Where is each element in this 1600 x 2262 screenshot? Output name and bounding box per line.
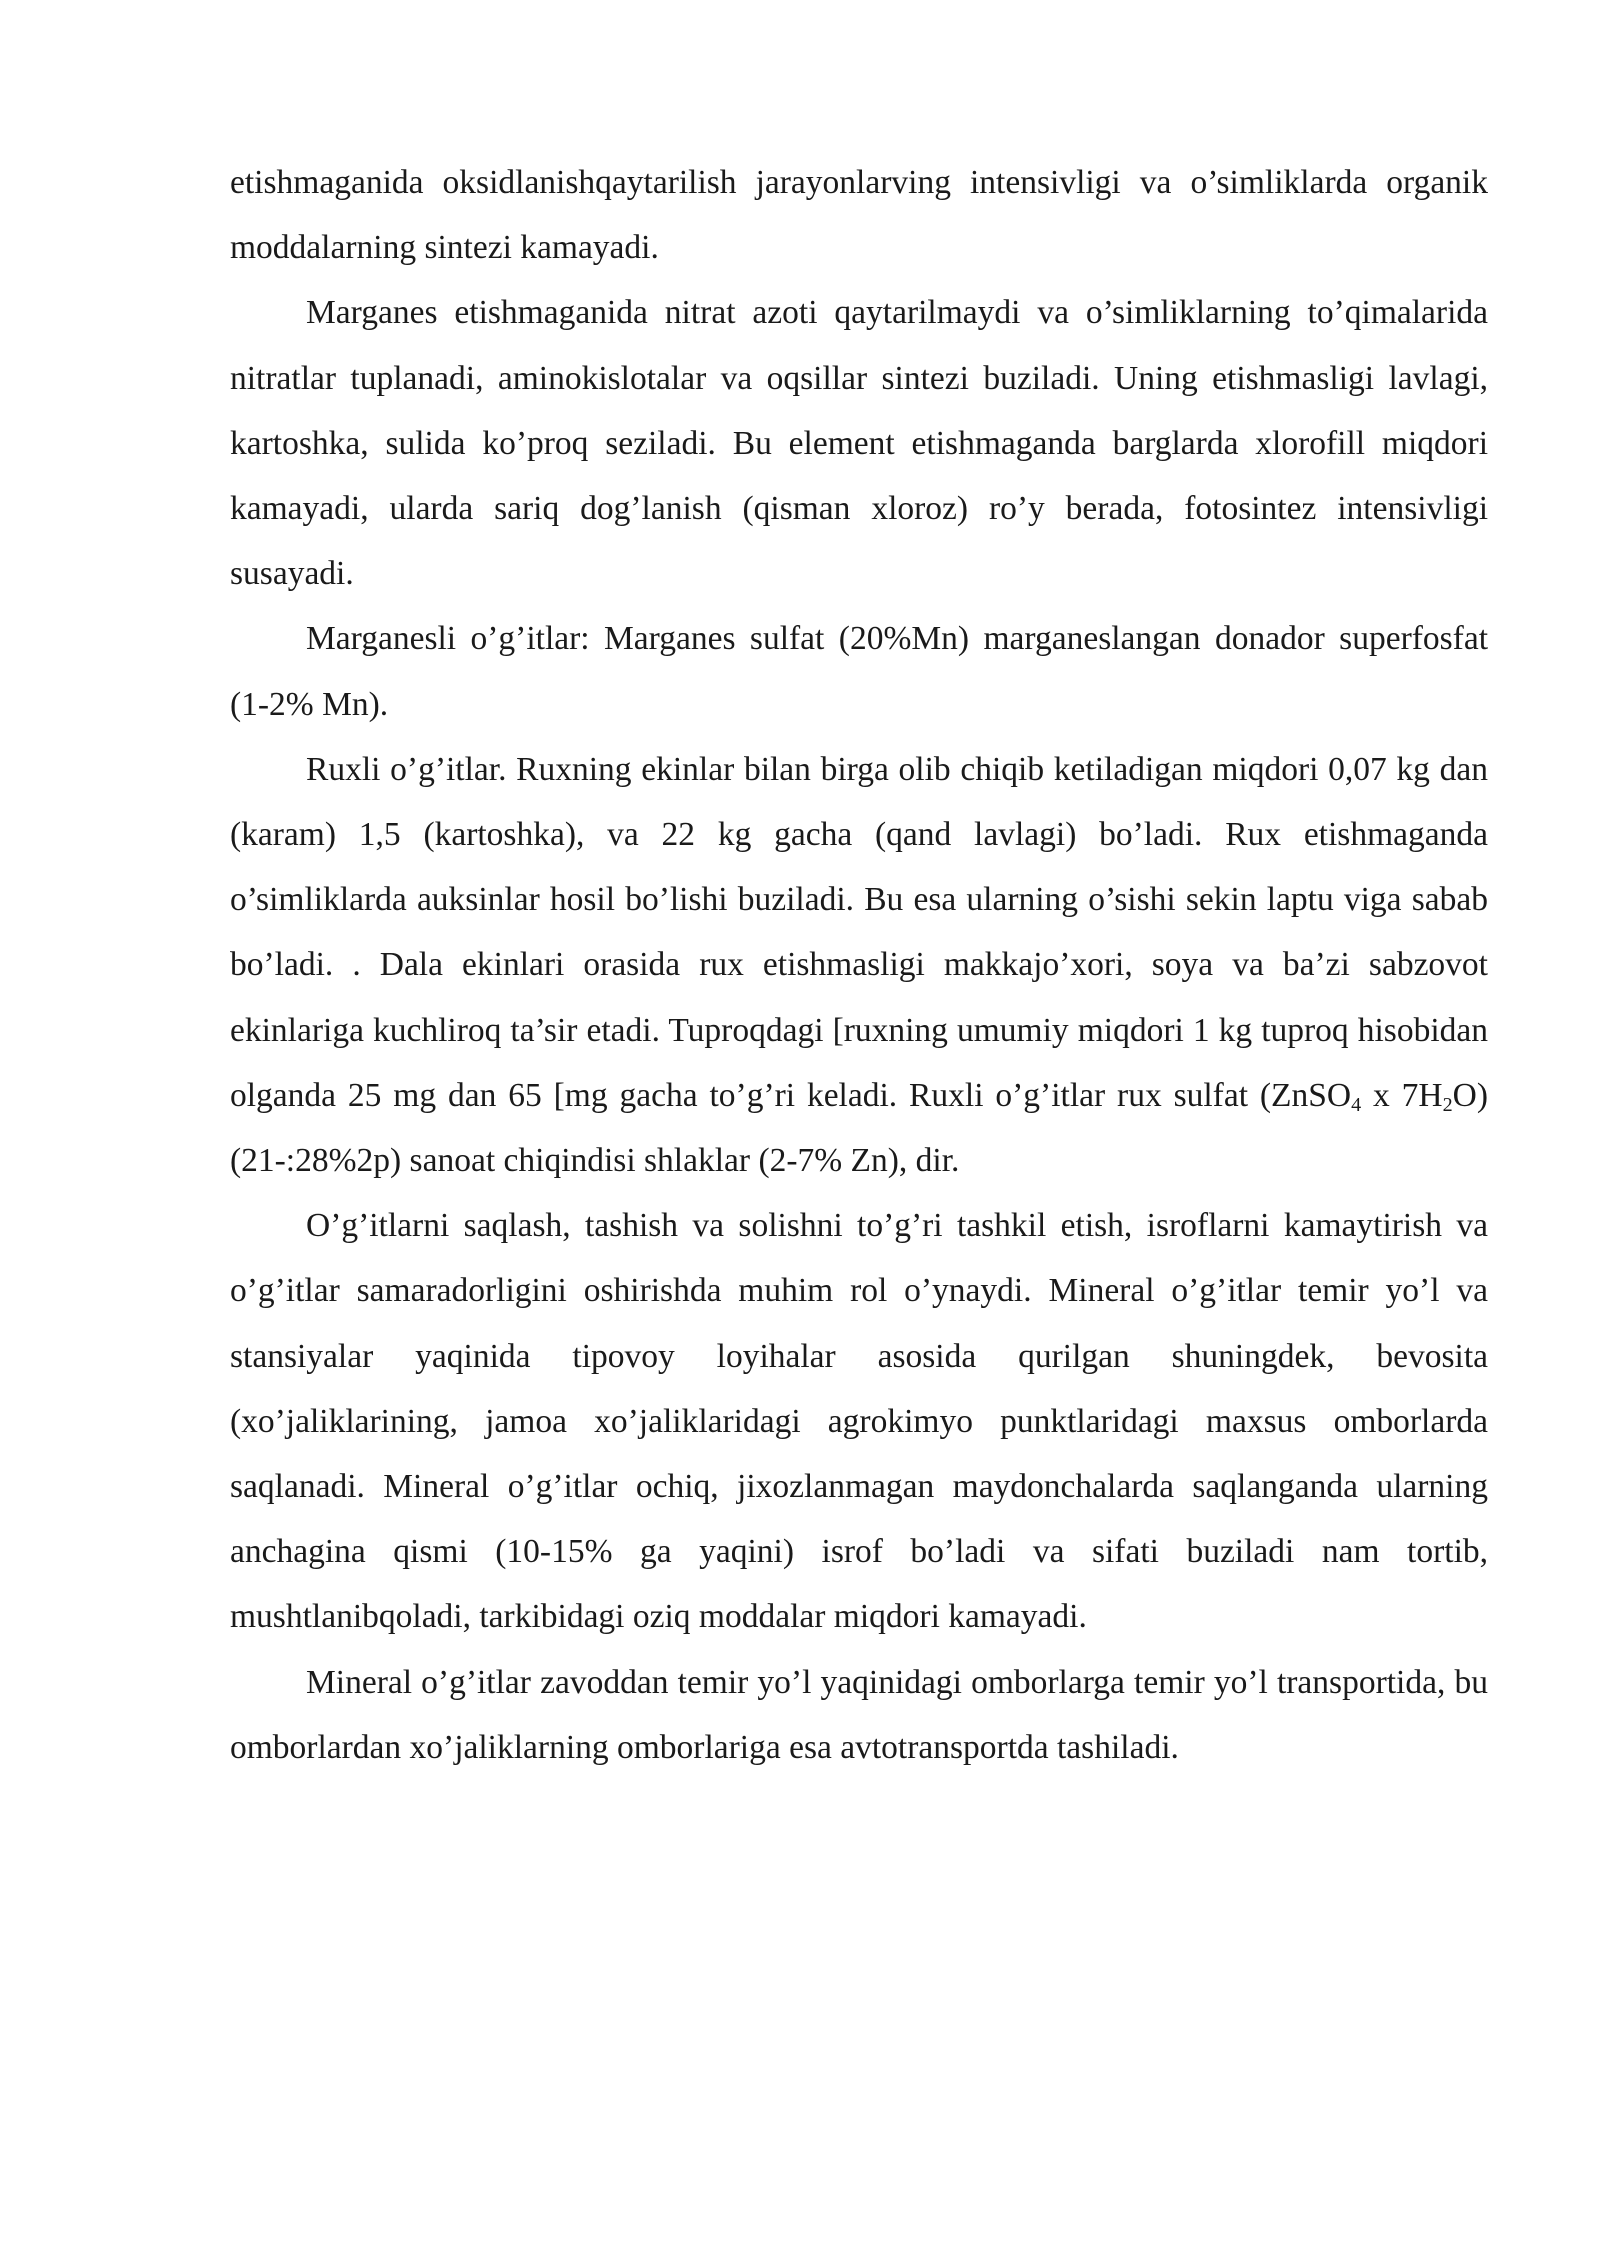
subscript-2: 2 xyxy=(1442,1093,1453,1116)
paragraph-ogitlarni-saqlash: O’g’itlarni saqlash, tashish va solishni to’g’ri tashkil etish, isroflarni kamaytirish va o’g’itlar samaradorligini oshirishda muhim rol o’ynaydi. Mineral o’g’itlar temir yo’l va stansiyalar yaqinida tipovoy loyihalar asosida qurilgan shuningdek, bevosita (xo’jaliklarining, jamoa xo’jaliklaridagi agrokimyo punktlaridagi maxsus omborlarda saqlanadi. Mineral o’g’itlar ochiq, jixozlanmagan maydonchalarda saqlanganda ularning anchagina qismi (10-15% ga yaqini) isrof bo’ladi va sifati buziladi nam tortib, mushtlanibqoladi, tarkibidagi oziq moddalar miqdori kamayadi. xyxy=(230,1207,1488,1636)
paragraph-ruxli-text-after: O) (21-:28%2p) sanoat chiqindisi shlaklar (2-7% Zn), dir. xyxy=(230,1076,1488,1180)
paragraph-marganes: Marganes etishmaganida nitrat azoti qaytarilmaydi va o’simliklarning to’qimalarida nitratlar tuplanadi, aminokislotalar va oqsillar sintezi buziladi. Uning etishmasligi lavlagi, kartoshka, sulida ko’proq seziladi. Bu element etishmaganda barglarda xlorofill miqdori kamayadi, ularda sariq dog’lanish (qisman xloroz) ro’y berada, fotosintez intensivligi susayadi. xyxy=(230,294,1488,593)
paragraph-ruxli-text-before: Ruxli o’g’itlar. Ruxning ekinlar bilan birga olib chiqib ketiladigan miqdori 0,07 kg dan (karam) 1,5 (kartoshka), va 22 kg gacha (qand lavlagi) bo’ladi. Rux etishmaganda o’simliklarda auksinlar hosil bo’lishi buziladi. Bu esa ularning o’sishi sekin laptu viga sabab bo’ladi. . Dala ekinlari orasida rux etishmasligi makkajo’xori, soya va ba’zi sabzovot ekinlariga kuchliroq ta’sir etadi. Tuproqdagi [ruxning umumiy miqdori 1 kg tuproq hisobidan olganda 25 mg dan 65 [mg gacha to’g’ri keladi. Ruxli o’g’itlar rux sulfat (ZnSO xyxy=(230,750,1488,1114)
paragraph-ruxli-ogitlar xyxy=(230,737,1488,1193)
paragraph-continuation: etishmaganida oksidlanishqaytarilish jarayonlarving intensivligi va o’simliklarda organik moddalarning sintezi kamayadi. xyxy=(230,164,1488,267)
document-page xyxy=(230,150,1488,1780)
paragraph-marganesli-ogitlar: Marganesli o’g’itlar: Marganes sulfat (20%Mn) marganeslangan donador superfosfat (1-2% Mn). xyxy=(230,620,1488,723)
paragraph-mineral-transport: Mineral o’g’itlar zavoddan temir yo’l yaqinidagi omborlarga temir yo’l transportida, bu omborlardan xo’jaliklarning omborlariga esa avtotransportda tashiladi. xyxy=(230,1663,1488,1766)
subscript-4: 4 xyxy=(1351,1093,1362,1116)
paragraph-ruxli-text-mid: x 7H xyxy=(1361,1076,1443,1114)
